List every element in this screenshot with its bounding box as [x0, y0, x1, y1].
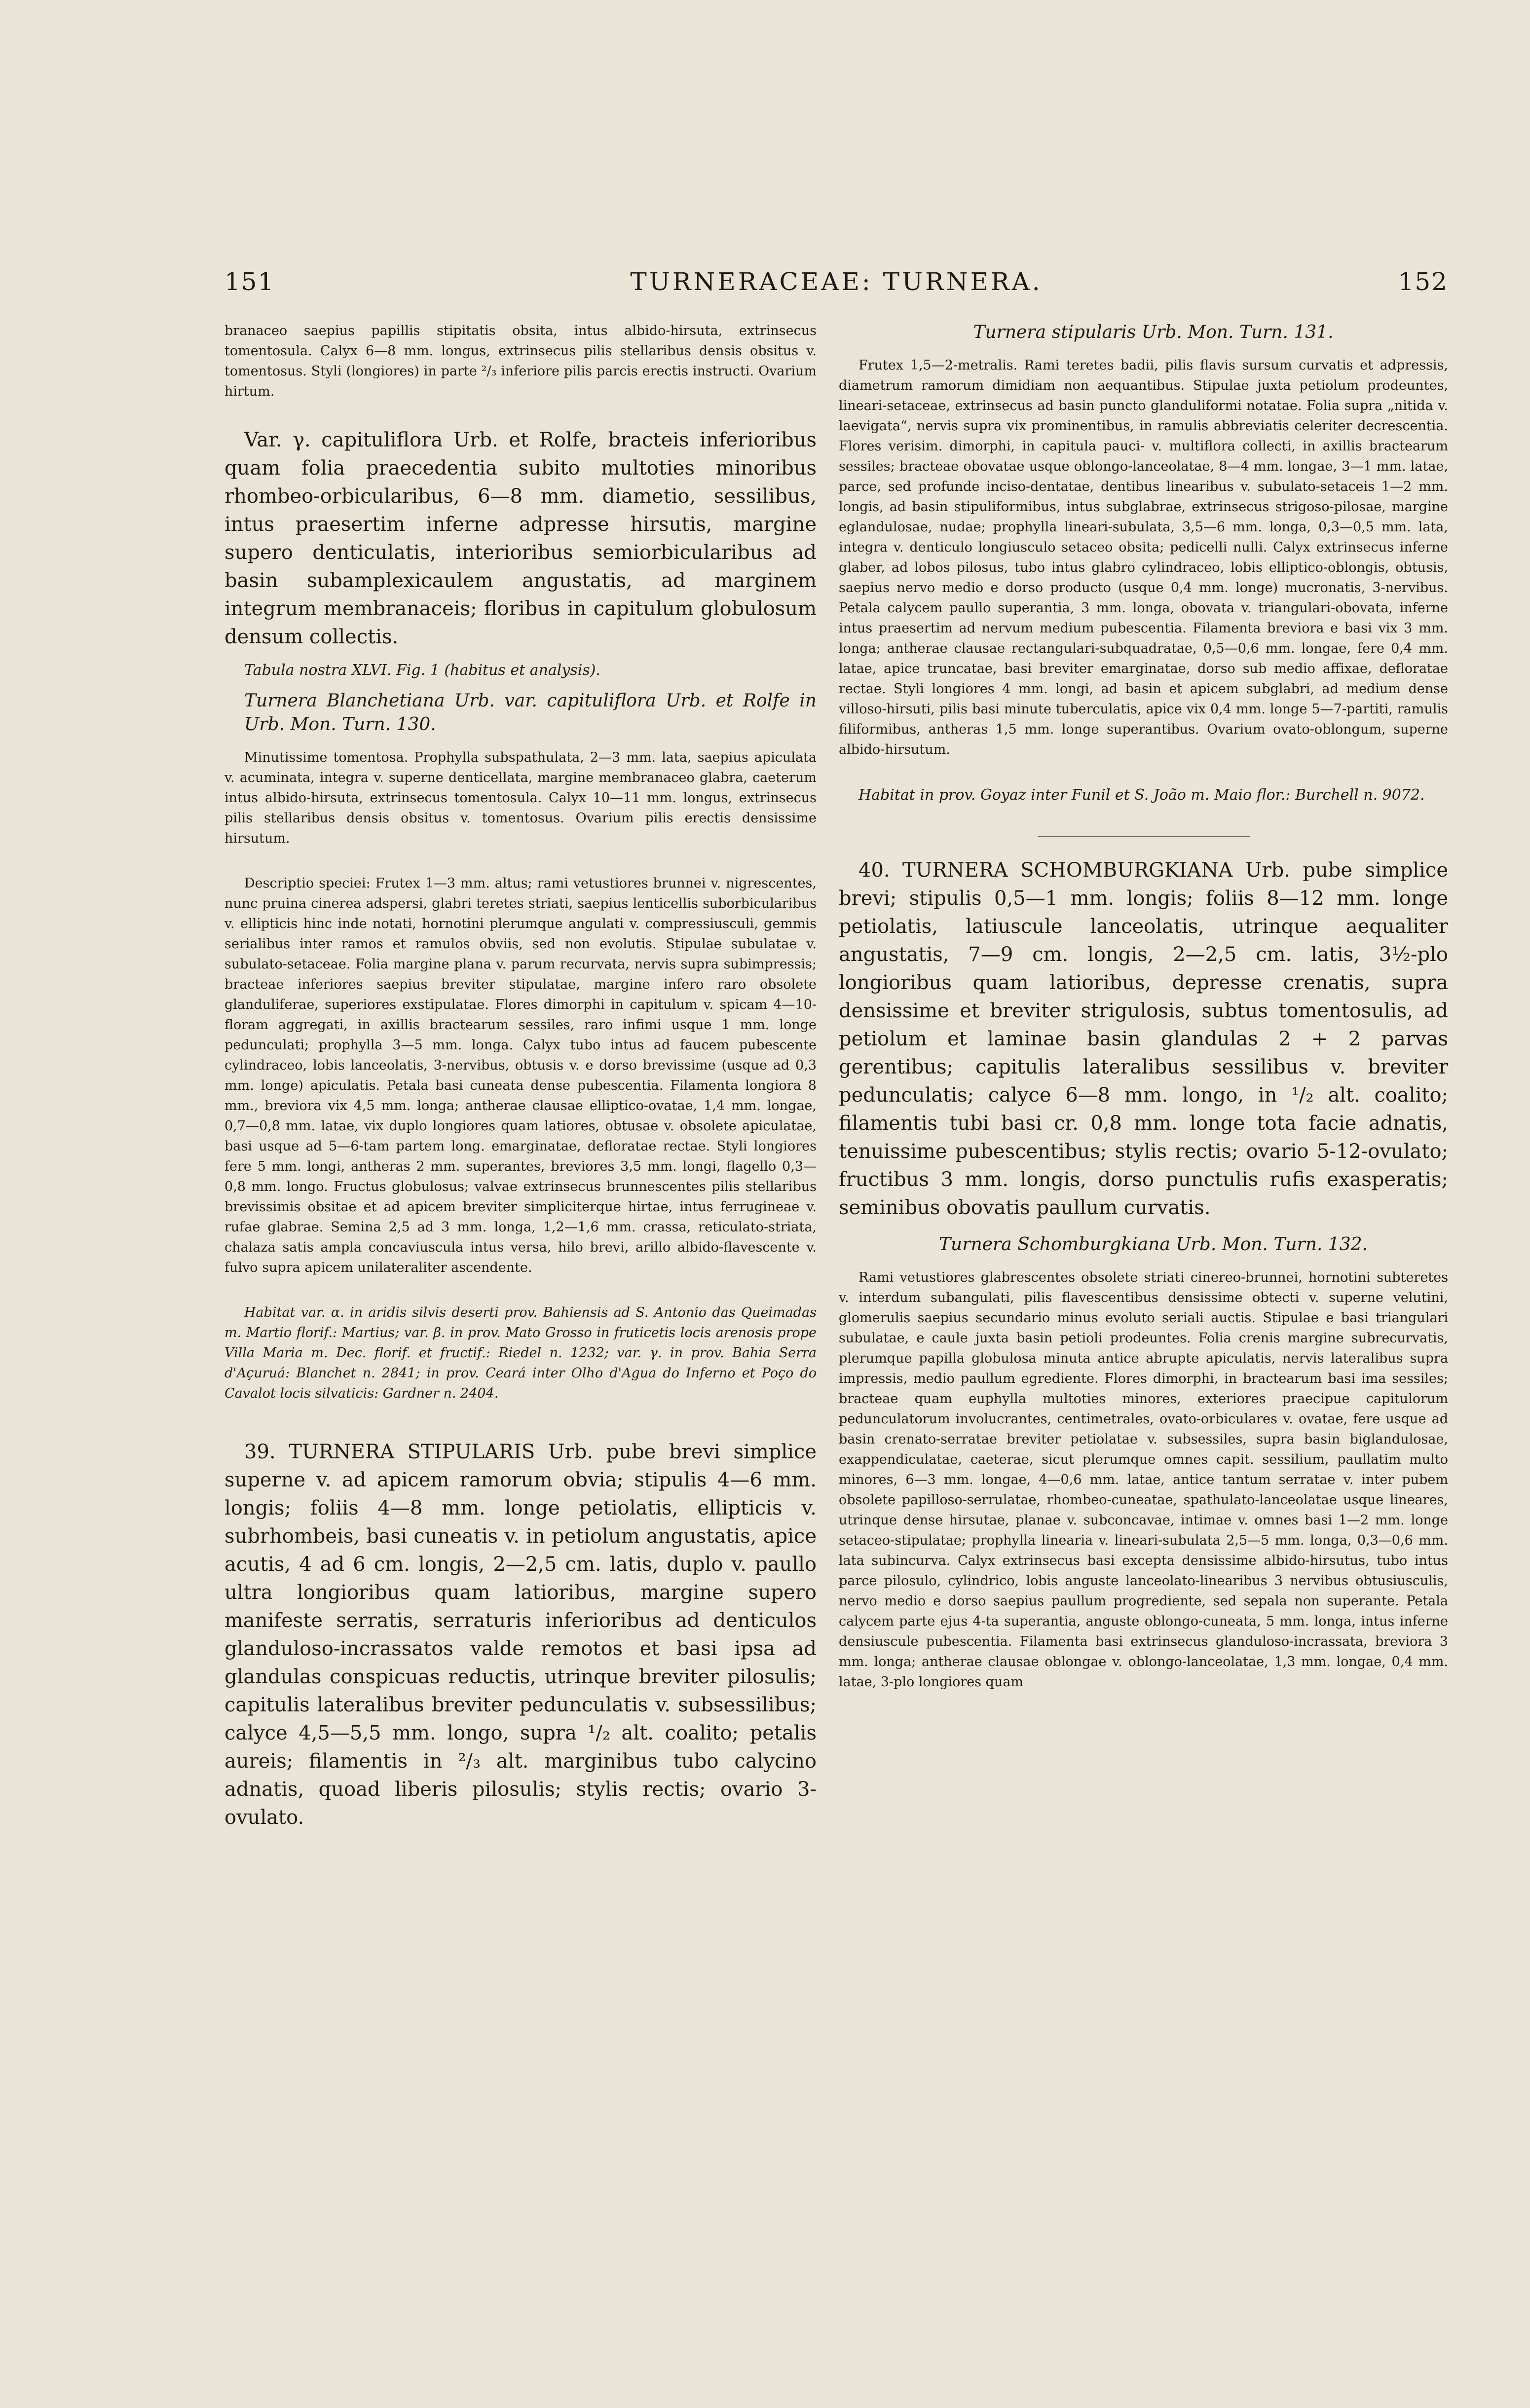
species-39-habitat: Habitat in prov. Goyaz inter Funil et S. João m. Maio flor.: Burchell n. 9072.: [858, 786, 1425, 804]
variety-gamma-notes: Minutissime tomentosa. Prophylla subspathulata, 2—3 mm. lata, saepius apiculata v. acuminata, integra v. superne denticellata, margine membranaceo glabra, caeterum intus albido-hirsuta, extrinsecus tomentosula. Calyx 10—11 mm. longus, extrinsecus pilis stellaribus densis obsitus v. tomentosus. Ovarium pilis erectis densissime hirsutum.: [224, 750, 817, 846]
species-40-diagnosis: 40. TURNERA SCHOMBURGKIANA Urb. pube simplice brevi; stipulis 0,5—1 mm. longis; foliis 8—12 mm. longe petiolatis, latiuscule lanceolatis, utrinque aequaliter angustatis, 7—9 cm. longis, 2—2,5 cm. latis, 3½-plo longioribus quam latioribus, depresse crenatis, supra densissime et breviter strigulosis, subtus tomentosulis, ad petiolum et laminae basin glandulas 2 + 2 parvas gerentibus; capitulis lateralibus sessilibus v. breviter pedunculatis; calyce 6—8 mm. longo, in ¹/₂ alt. coalito; filamentis tubi basi cr. 0,8 mm. longe tota facie adnatis, tenuissime pubescentibus; stylis rectis; ovario 5-12-ovulato; fructibus 3 mm. longis, dorso punctulis rufis exasperatis; seminibus obovatis paullum curvatis.: [839, 859, 1448, 1219]
section-divider: [1038, 836, 1250, 837]
species-39-description: Frutex 1,5—2-metralis. Rami teretes badii, pilis flavis sursum curvatis et adpressis, diametrum ramorum dimidiam non aequantibus. Stipulae juxta petiolum prodeuntes, lineari-setaceae, extrinsecus ad basin puncto glanduliformi notatae. Folia supra „nitida v. laevigata“, nervis supra vix prominentibus, in ramulis abbreviatis celeriter decrescentia. Flores verisim. dimorphi, in capitula pauci- v. multiflora collecti, in axillis bractearum sessiles; bracteae obovatae usque oblongo-lanceolatae, 8—4 mm. longae, 3—1 mm. latae, parce, sed profunde inciso-dentatae, dentibus linearibus v. subulato-setaceis 1—2 mm. longis, ad basin stipuliformibus, intus subglabrae, extrinsecus strigoso-pilosae, margine eglandulosae, nudae; prophylla lineari-subulata, 3,5—6 mm. longa, 0,3—0,5 mm. lata, integra v. denticulo longiusculo setaceo obsita; pedicelli nulli. Calyx extrinsecus inferne glaber, ad lobos pilosus, tubo intus glabro cylindraceo, lobis elliptico-oblongis, obtusis, saepius nervo medio e dorso producto (usque 0,4 mm. longe) mucronatis, 3-nervibus. Petala calycem paullo superantia, 3 mm. longa, obovata v. triangulari-obovata, inferne intus praesertim ad nervum medium pubescentia. Filamenta breviora e basi vix 3 mm. longa; antherae clausae rectangulari-subquadratae, 0,5—0,6 mm. longae, fere 0,4 mm. latae, apice truncatae, basi breviter emarginatae, dorso sub medio affixae, defloratae rectae. Styli longiores 4 mm. longi, ad basin et apicem subglabri, ad medium dense villoso-hirsuti, pilis basi minute tuberculatis, apice vix 0,4 mm. longe 5—7-partiti, ramulis filiformibus, antheras 1,5 mm. longe superantibus. Ovarium ovato-oblongum, superne albido-hirsutum.: [839, 358, 1448, 757]
species-40-description: Rami vetustiores glabrescentes obsolete striati cinereo-brunnei, hornotini subteretes v. interdum subangulati, pilis flavescentibus densissime obtecti v. superne velutini, glomerulis saepius secundario minus evoluto seriali auctis. Stipulae e basi triangulari subulatae, e caule juxta basin petioli prodeuntes. Folia crenis margine subrecurvatis, plerumque papilla globulosa minuta antice abrupte apiculatis, nervis lateralibus supra impressis, medio paullum egrediente. Flores dimorphi, in bractearum basi ima sessiles; bracteae quam euphylla multoties minores, exteriores praecipue capitulorum pedunculatorum involucrantes, centimetrales, ovato-orbiculares v. ovatae, fere usque ad basin crenato-serratae breviter petiolatae v. subsessiles, supra basin biglandulosae, exappendiculatae, caeterae, sicut plerumque omnes capit. sessilium, paullatim multo minores, 6—3 mm. longae, 4—0,6 mm. latae, antice tantum serratae v. inter pubem obsolete papilloso-serrulatae, rhombeo-cuneatae, spathulato-lanceolatae usque lineares, utrinque dense hirsutae, planae v. subconcavae, intimae v. omnes basi 1—2 mm. longe setaceo-stipulatae; prophylla linearia v. lineari-subulata 2,5—5 mm. longa, 0,3—0,6 mm. lata subincurva. Calyx extrinsecus basi excepta densissime albido-hirsutus, tubo intus parce pilosulo, cylindrico, lobis anguste lanceolato-linearibus 3 nervibus obtusiusculis, nervo medio e dorso saepius paullum progrediente, sed sepala non superante. Petala calycem parte ejus 4-ta superantia, anguste oblongo-cuneata, 5 mm. longa, intus inferne densiuscule pubescentia. Filamenta basi extrinsecus glanduloso-incrassata, breviora 3 mm. longa; antherae clausae oblongae v. oblongo-lanceolatae, 1,3 mm. longae, 0,4 mm. latae, 3-plo longiores quam: [839, 1270, 1448, 1690]
variety-beta-description-end: branaceo saepius papillis stipitatis obsita, intus albido-hirsuta, extrinsecus tomentosula. Calyx 6—8 mm. longus, extrinsecus pilis stellaribus densis obsitus v. tomentosus. Styli (longiores) in parte ²/₃ inferiore pilis parcis erectis instructi. Ovarium hirtum.: [224, 323, 817, 399]
left-column: [224, 321, 817, 1832]
plate-reference: Tabula nostra XLVI. Fig. 1 (habitus et analysis).: [244, 662, 600, 679]
species-39-reference: Turnera stipularis Urb. Mon. Turn. 131.: [973, 322, 1334, 342]
species-40-reference: Turnera Schomburgkiana Urb. Mon. Turn. 132.: [939, 1234, 1368, 1255]
page-number-right: 152: [1398, 267, 1448, 296]
synonym-reference: Turnera Blanchetiana Urb. var. capituliflora Urb. et Rolfe in Urb. Mon. Turn. 130.: [244, 691, 817, 735]
right-column: [839, 321, 1448, 1692]
habitat-note: Habitat var. α. in aridis silvis deserti prov. Bahiensis ad S. Antonio das Queimadas m. Martio florif.: Martius; var. β. in prov. Mato Grosso in fruticetis locis arenosis prope Villa Maria m. Dec. florif. et fructif.: Riedel n. 1232; var. γ. in prov. Bahia Serra d'Açuruá: Blanchet n. 2841; in prov. Ceará inter Olho d'Agua do Inferno et Poço do Cavalot locis silvaticis: Gardner n. 2404.: [224, 1305, 817, 1401]
running-title: TURNERACEAE: TURNERA.: [630, 267, 1043, 296]
species-description: Descriptio speciei: Frutex 1—3 mm. altus; rami vetustiores brunnei v. nigrescentes, nunc pruina cinerea adspersi, glabri teretes striati, saepius lenticellis suborbicularibus v. ellipticis hinc inde notati, hornotini plerumque angulati v. compressiusculi, gemmis serialibus inter ramos et ramulos obviis, sed non evolutis. Stipulae subulatae v. subulato-setaceae. Folia margine plana v. parum recurvata, nervis supra subimpressis; bracteae inferiores saepius breviter stipulatae, margine infero raro obsolete glanduliferae, superiores exstipulatae. Flores dimorphi in capitulum v. spicam 4—10-floram aggregati, in axillis bractearum sessiles, raro infimi usque 1 mm. longe pedunculati; prophylla 3—5 mm. longa. Calyx tubo intus ad faucem pubescente cylindraceo, lobis lanceolatis, 3-nervibus, obtusis v. e dorso brevissime (usque ad 0,3 mm. longe) apiculatis. Petala basi cuneata dense pubescentia. Filamenta longiora 8 mm., breviora vix 4,5 mm. longa; antherae clausae elliptico-ovatae, 1,4 mm. longae, 0,7—0,8 mm. latae, vix duplo longiores quam latiores, obtusae v. obsolete apiculatae, basi usque ad 5—6-tam partem long. emarginatae, defloratae rectae. Styli longiores fere 5 mm. longi, antheras 2 mm. superantes, breviores 3,5 mm. longi, flagello 0,3—0,8 mm. longo. Fructus globulosus; valvae extrinsecus brunnescentes pilis stellaribus brevissimis obsitae et ad apicem breviter simpliciterque hirtae, intus ferrugineae v. rufae glabrae. Semina 2,5 ad 3 mm. longa, 1,2—1,6 mm. crassa, reticulato-striata, chalaza satis ampla concaviuscula intus versa, hilo brevi, arillo albido-flavescente v. fulvo supra apicem unilateraliter ascendente.: [224, 876, 817, 1275]
variety-gamma-diagnosis: Var. γ. capituliflora Urb. et Rolfe, bracteis inferioribus quam folia praecedentia subito multoties minoribus rhombeo-orbicularibus, 6—8 mm. diametio, sessilibus, intus praesertim inferne adpresse hirsutis, margine supero denticulatis, interioribus semiorbicularibus ad basin subamplexicaulem angustatis, ad marginem integrum membranaceis; floribus in capitulum globulosum densum collectis.: [224, 429, 817, 648]
page-header: [224, 267, 1448, 302]
species-39-diagnosis: 39. TURNERA STIPULARIS Urb. pube brevi simplice superne v. ad apicem ramorum obvia; stipulis 4—6 mm. longis; foliis 4—8 mm. longe petiolatis, ellipticis v. subrhombeis, basi cuneatis v. in petiolum angustatis, apice acutis, 4 ad 6 cm. longis, 2—2,5 cm. latis, duplo v. paullo ultra longioribus quam latioribus, margine supero manifeste serratis, serraturis inferioribus ad denticulos glanduloso-incrassatos valde remotos et basi ipsa ad glandulas conspicuas reductis, utrinque breviter pilosulis; capitulis lateralibus breviter pedunculatis v. subsessilibus; calyce 4,5—5,5 mm. longo, supra ¹/₂ alt. coalito; petalis aureis; filamentis in ²/₃ alt. marginibus tubo calycino adnatis, quoad liberis pilosulis; stylis rectis; ovario 3-ovulato.: [224, 1441, 817, 1829]
page-number-left: 151: [224, 267, 275, 296]
